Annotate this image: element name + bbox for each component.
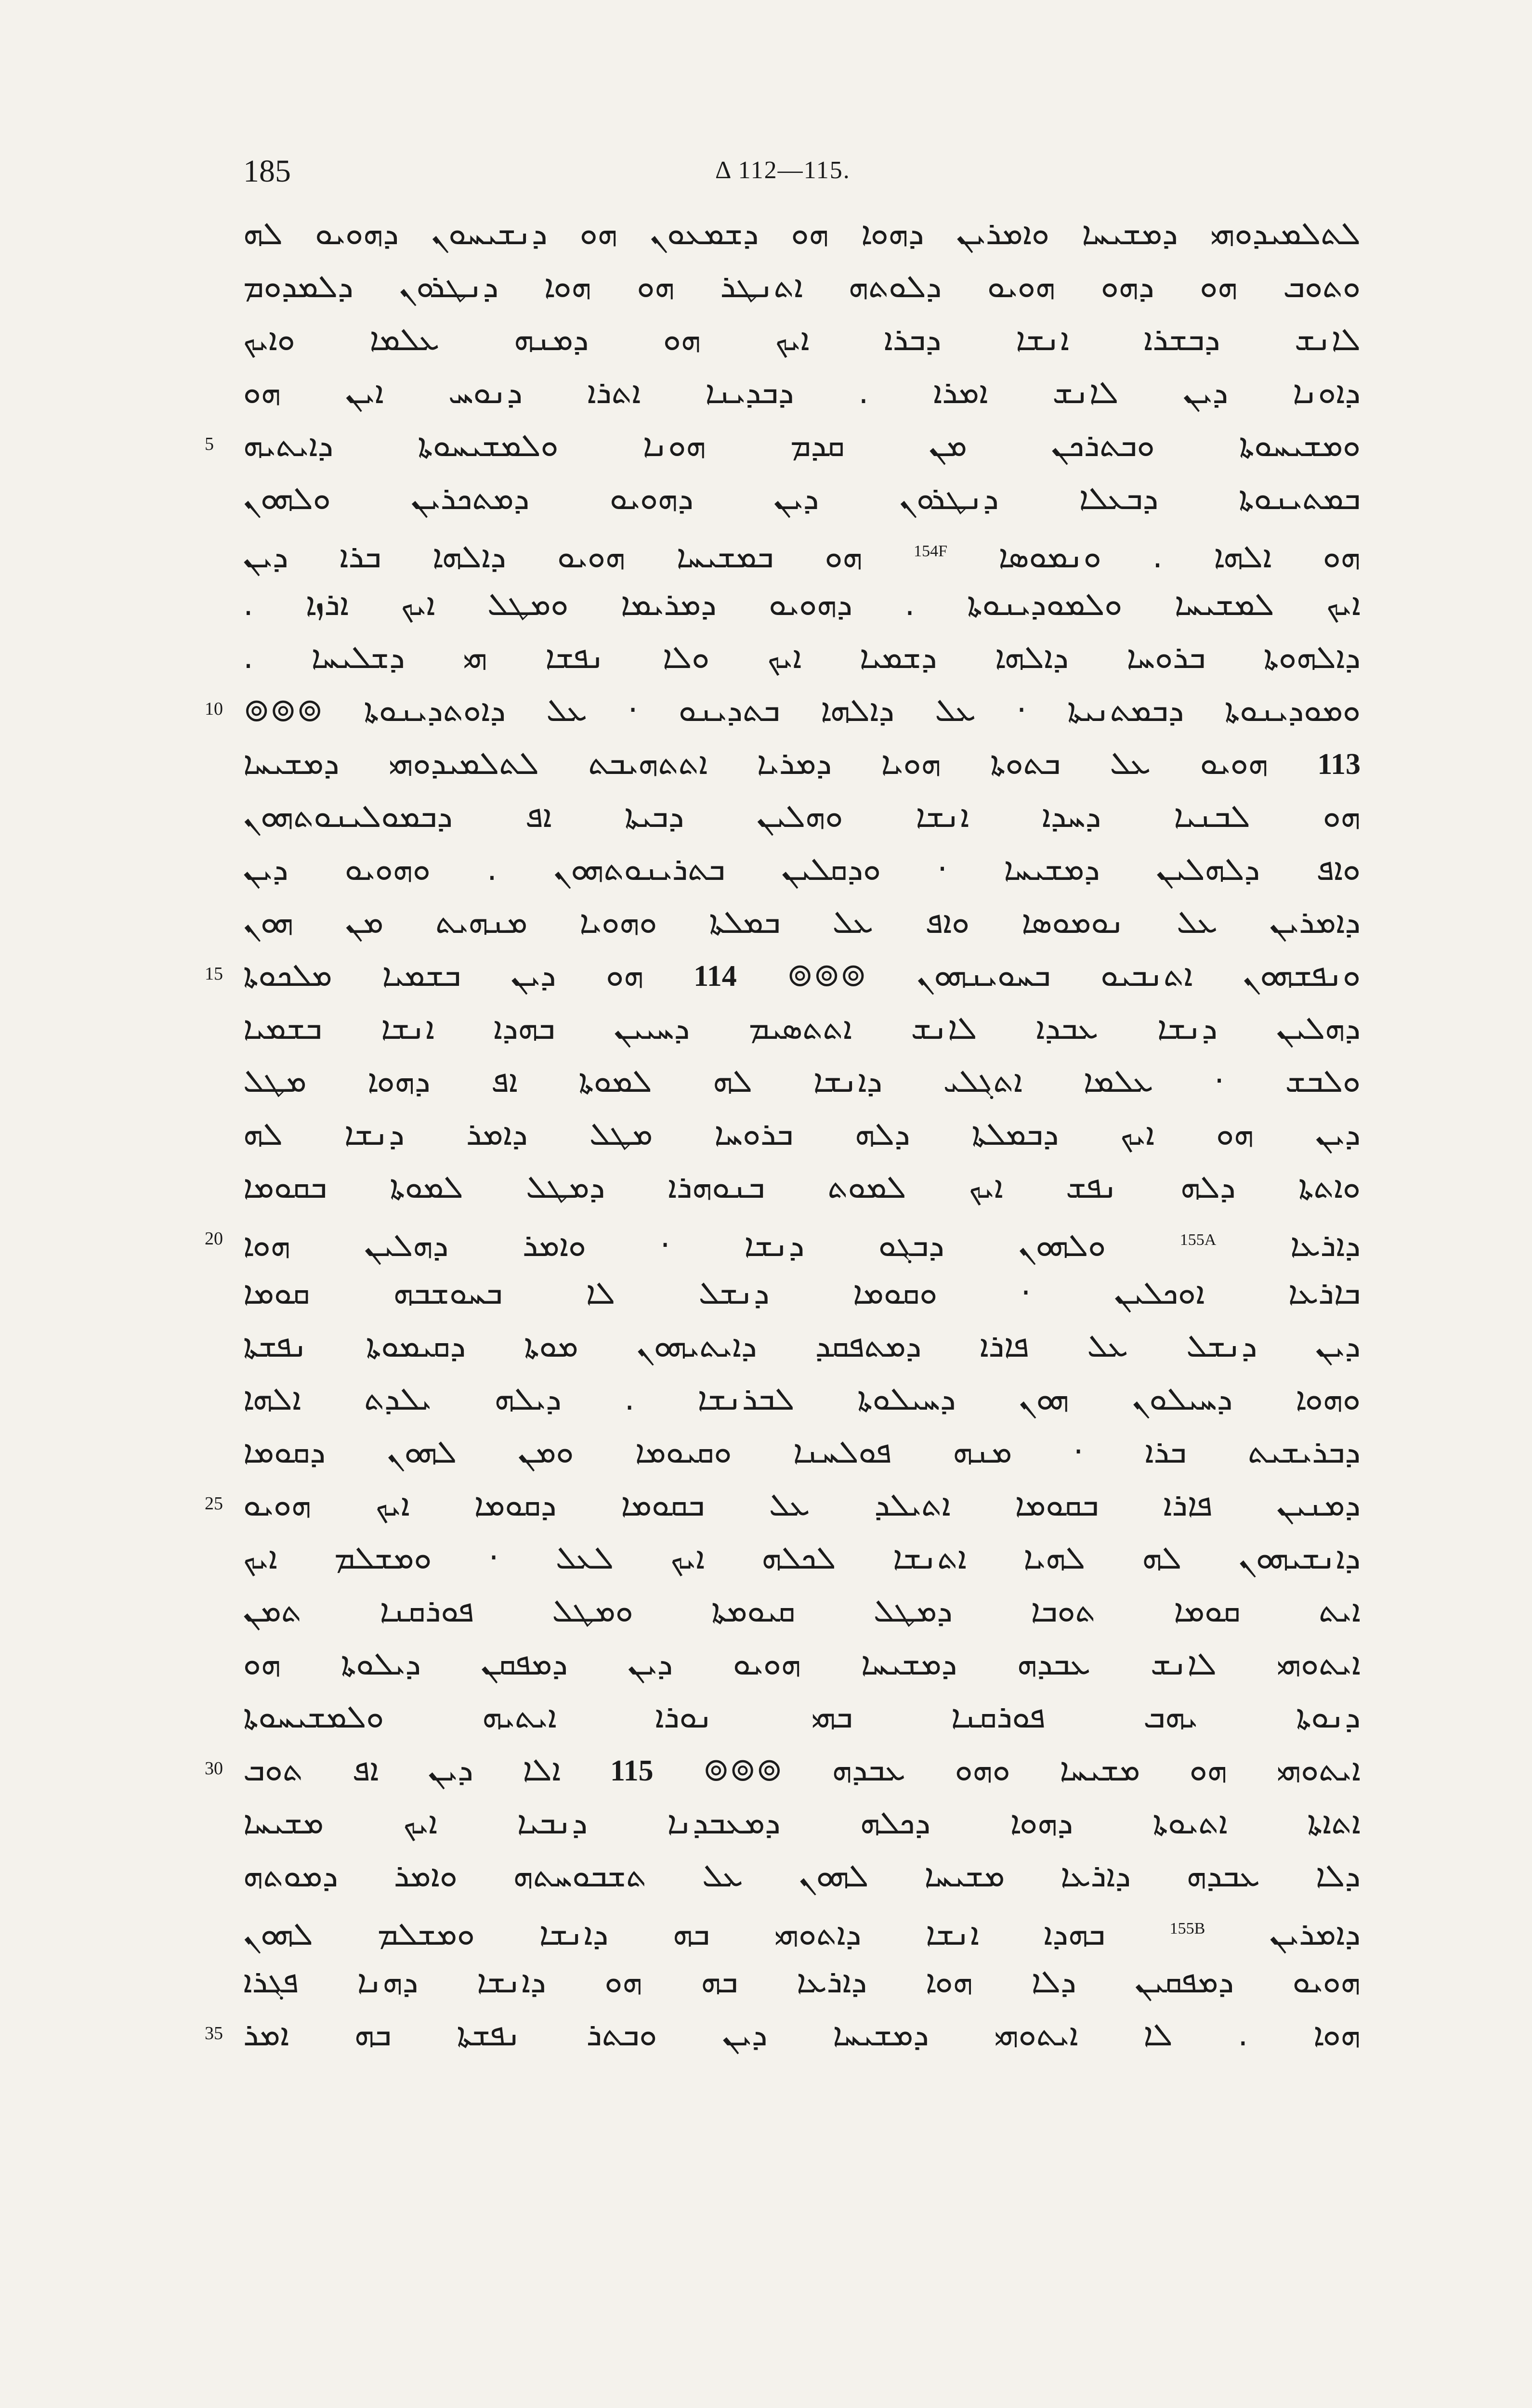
line-text: ܐܝܬ ܩܘܡܐ ܬܘܒܐ ܕܡܛܠ ܩܝܘܡܬܐ ܘܡܛܠ ܦܘܪܩܢܐ ܬܡܢ bbox=[243, 1592, 1361, 1629]
line-text: ܕܐܡܪܝܢ $^{155B}$ ܒܗܕܐ ܐܢܫܐ ܕܐܬܘܗܝ ܒܗ ܕܐܢܫܐ ܘܡܫܠܡ ܠܗܘܢ bbox=[243, 1915, 1361, 1952]
line-text: ܒܐܪܥܐ ܐܘܟܠܝܢ · ܘܩܘܡܐ ܕܢܫܠ ܠܐ ܒܚܘܫܒܗ ܩܘܡܐ bbox=[243, 1274, 1361, 1311]
syriac-text-block bbox=[205, 207, 1361, 2061]
text-line bbox=[243, 737, 1361, 790]
page-number: 185 bbox=[243, 154, 291, 189]
text-line bbox=[243, 1584, 1361, 1637]
line-number: 35 bbox=[205, 2023, 223, 2043]
line-text: ܐܬܐܬܐ ܐܬܝܘܬܐ ܕܗܘܐ ܕܟܠܗ ܕܡܥܒܕܢܐ ܕܢܒܝܐ ܐܝܟ ܡܫܝܚܐ bbox=[243, 1804, 1361, 1841]
line-text: ܗܘܝܘ ܕܡܦܩܝܢ ܕܠܐ ܗܘܐ ܕܐܪܥܐ ܒܗ ܗܘ ܕܐܢܫܐ ܕܗܢܐ ܦܓܪܐ bbox=[243, 1963, 1361, 2000]
line-text: ܕܐܘܢܐ ܕܝܢ ܠܐܢܫ ܐܡܪܐ . ܕܒܕܝܢܐ ܐܬܪܐ ܕܢܘܚ ܐܝܢ ܗܘ bbox=[243, 374, 1361, 411]
text-line bbox=[243, 1637, 1361, 1690]
text-line bbox=[243, 1955, 1361, 2008]
text-line bbox=[243, 1267, 1361, 1320]
text-line bbox=[243, 1373, 1361, 1426]
line-text: ܘܐܦ ܕܠܗܠܝܢ ܕܡܫܝܚܐ · ܘܕܩܠܝܢ ܒܬܪܝܢܘܬܗܘܢ . ܘܗܘܝܘ ܕܝܢ bbox=[243, 851, 1361, 888]
text-line bbox=[243, 260, 1361, 313]
text-line bbox=[243, 790, 1361, 843]
text-line bbox=[243, 1055, 1361, 1108]
line-text: ܕܐܡܪܝܢ ܥܠ ܢܘܡܘܣܐ ܘܐܦ ܥܠ ܒܡܠܬܐ ܘܗܘܝܐ ܡܢܗܝܬ ܡܢ ܗܘܢ bbox=[243, 903, 1361, 941]
text-line bbox=[243, 1320, 1361, 1373]
text-line bbox=[243, 366, 1361, 419]
text-line bbox=[205, 684, 1361, 737]
line-text: ܕܒܪܝܫܝܬ ܒܪܐ · ܡܢܗ ܦܘܠܚܢܐ ܘܩܝܘܡܐ ܘܡܢ ܠܗܘܢ ܕܩܘܡܐ bbox=[243, 1433, 1361, 1470]
line-text: ܘܬܘܒ ܗܘ ܕܗܘ ܗܘܝܘ ܕܠܘܬܗ ܐܬܢܛܪ ܗܘ ܗܘܐ ܕܢܛܪܘܢ ܕܠܡܕܘܡ bbox=[243, 268, 1361, 305]
text-line bbox=[243, 1796, 1361, 1849]
text-line bbox=[243, 1531, 1361, 1584]
line-number: 15 bbox=[205, 964, 223, 984]
text-line bbox=[205, 1214, 1361, 1267]
text-line bbox=[243, 313, 1361, 366]
line-text: ܘܐܬܬܐ ܕܠܗ ܢܦܫ ܐܝܟ ܠܡܘܬ ܒܢܘܗܪܐ ܕܡܛܠ ܠܡܘܬܐ ܒܩܘܡܐ bbox=[243, 1168, 1361, 1205]
text-line bbox=[243, 1690, 1361, 1743]
text-line bbox=[243, 525, 1361, 578]
text-line bbox=[243, 843, 1361, 896]
line-text: ܗܘ ܐܠܗܐ . ܘܢܡܘܣܐ $^{154F}$ ܗܘ ܒܡܫܝܚܐ ܗܘܝܘ ܕܐܠܗܐ ܒܪܐ ܕܝܢ bbox=[243, 538, 1361, 575]
line-text: ܕܡܢܝܢ ܦܐܪܐ ܒܩܘܡܐ ܐܬܝܠܕ ܥܠ ܒܩܘܡܐ ܕܩܘܡܐ ܐܝܟ ܗܘܝܘ bbox=[243, 1486, 1361, 1523]
margin-reference: 155B bbox=[1169, 1920, 1205, 1937]
line-text: ܐܝܟ ܠܡܫܝܚܐ ܘܠܡܘܕܝܢܘܬܐ . ܕܗܘܝܘ ܕܡܪܝܡܐ ܘܡܛܠ ܐܝܟ ܐܪܙܐ . bbox=[243, 586, 1361, 623]
text-line bbox=[205, 419, 1361, 472]
line-text: ܒܡܬܝܢܘܬܐ ܕܒܥܠܐ ܕܢܛܪܘܢ ܕܝܢ ܕܗܘܝܘ ܕܡܬܟܪܝܢ ܘܠܗܘܢ bbox=[243, 480, 1361, 517]
line-text: ܕܝܢ ܕܢܫܠ ܥܠ ܦܐܪܐ ܕܡܬܦܩܕ ܕܐܝܬܝܗܘܢ ܡܘܬܐ ܕܩܝܡܘܬܐ ܢܦܫܬܐ bbox=[243, 1327, 1361, 1364]
text-line bbox=[205, 1479, 1361, 1531]
line-text: ܕܢܘܬܐ ܝܗܒ ܦܘܪܩܢܐ ܒܗܝ ܢܘܪܐ ܐܝܬܝܗ ܘܠܡܫܝܚܘܬܐ bbox=[243, 1698, 1361, 1735]
line-text: ܕܐܢܫܝܗܘܢ ܠܗ ܠܗܝܐ ܐܬܢܫܐ ܠܟܠܗ ܐܝܟ ܠܥܠ · ܘܡܫܠܡ ܐܝܟ bbox=[243, 1539, 1361, 1576]
text-line bbox=[243, 631, 1361, 684]
line-text: ܕܠܐ ܥܒܕܗ ܕܐܪܥܐ ܡܫܝܚܐ ܠܗܘܢ ܥܠ ܬܫܒܘܚܬܗ ܘܐܡܪ ܕܡܘܬܗ bbox=[243, 1857, 1361, 1894]
line-number: 20 bbox=[205, 1229, 223, 1249]
section-number: 114 bbox=[694, 960, 737, 993]
line-text: ܠܬܠܡܝܕܘܗܝ ܕܡܫܝܚܐ ܘܐܡܪܝܢ ܕܗܘܐ ܗܘ ܕܫܡܥܘܢ ܗܘ ܕܢܫܝܚܘܢ ܕܗܘܝܘ ܠܗ bbox=[243, 215, 1361, 252]
line-number: 30 bbox=[205, 1758, 223, 1779]
margin-reference: 155A bbox=[1179, 1231, 1217, 1249]
line-text: ܐܝܬܘܗܝ ܠܐܢܫ ܥܒܕܗ ܕܡܫܝܚܐ ܗܘܝܘ ܕܝܢ ܕܡܦܩܢ ܕܝܠܘܬܐ ܗܘ bbox=[243, 1645, 1361, 1682]
line-text: ܐܝܬܘܗܝ ܗܘ ܡܫܝܚܐ ܘܗܘ ܥܒܕܗ ⊚⊚⊚ 115 ܐܠܐ ܕܝܢ ܐܦ ܬܘܒ bbox=[243, 1751, 1361, 1788]
running-title: Δ 112—115. bbox=[715, 157, 851, 184]
text-line bbox=[205, 1743, 1361, 1796]
section-number: 115 bbox=[610, 1754, 654, 1787]
line-text: ܗܘܐ . ܠܐ ܐܝܬܘܗܝ ܕܡܫܝܚܐ ܕܝܢ ܘܒܬܪ ܢܦܫܬܐ ܒܗ ܐܡܪ bbox=[243, 2016, 1361, 2053]
line-text: ܕܐܪܥܐ $^{155A}$ ܘܠܗܘܢ ܕܒܓܘ ܕܢܫܐ · ܘܐܡܪ ܕܗܠܝܢ ܗܘܐ bbox=[243, 1227, 1361, 1264]
text-line bbox=[205, 949, 1361, 1002]
line-text: ܕܝܢ ܗܘ ܐܝܟ ܕܒܡܠܬܐ ܕܠܗ ܒܪܘܚܐ ܡܛܠ ܕܐܡܪ ܕܢܫܐ ܠܗ bbox=[243, 1115, 1361, 1152]
line-text: ܘܢܦܫܗܘܢ ܐܬܢܒܝܘ ܒܚܘܝܢܗܘܢ ⊚⊚⊚ 114 ܗܘ ܕܝܢ ܒܫܡܝܐ ܡܠܟܘܬܐ bbox=[243, 956, 1361, 994]
margin-reference: 154F bbox=[914, 542, 947, 560]
text-line bbox=[243, 1161, 1361, 1214]
section-number: 113 bbox=[1317, 748, 1361, 781]
text-line bbox=[243, 1108, 1361, 1161]
line-text: ܕܗܠܝܢ ܕܢܫܐ ܥܒܕܐ ܠܐܢܫ ܐܬܬܣܝܡ ܕܚܝܝܢ ܒܗܕܐ ܐܢܫܐ ܒܫܡܝܐ bbox=[243, 1009, 1361, 1047]
line-text: ܠܐܢܫ ܕܒܫܪܐ ܐܢܫܐ ܕܒܪܐ ܐܝܟ ܗܘ ܕܡܢܗ ܥܠܡܐ ܘܐܝܟ bbox=[243, 321, 1361, 358]
line-text: ܘܡܫܝܚܘܬܐ ܘܒܬܪܟܢ ܡܢ ܩܕܡ ܗܘܢܐ ܘܠܡܫܝܚܘܬܐ ܕܐܝܬܝܗ bbox=[243, 427, 1361, 464]
text-line bbox=[243, 1426, 1361, 1479]
line-text: ܕܐܠܗܘܬܐ ܒܪܘܚܐ ܕܐܠܗܐ ܕܫܡܝܐ ܐܝܟ ܘܠܐ ܢܦܫܐ ܗܝ ܕܫܠܝܚܐ . bbox=[243, 639, 1361, 676]
text-line bbox=[243, 896, 1361, 949]
line-number: 10 bbox=[205, 699, 223, 719]
line-text: 113 ܗܘܝܘ ܥܠ ܒܬܘܬܐ ܗܘܝܐ ܕܡܪܝܐ ܐܬܬܗܝܒܬ ܠܬܠܡܝܕܘܗܝ ܕܡܫܝܚܐ bbox=[243, 745, 1361, 782]
page-header bbox=[243, 153, 1361, 192]
text-line bbox=[243, 472, 1361, 525]
text-line bbox=[243, 207, 1361, 260]
line-text: ܘܠܒܫ · ܥܠܡܐ ܐܬܓܠܝ ܕܐܢܫܐ ܠܗ ܠܡܘܬܐ ܐܦ ܕܗܘܐ ܡܛܠ bbox=[243, 1062, 1361, 1099]
text-line bbox=[243, 1902, 1361, 1955]
line-text: ܘܗܘܐ ܕܚܝܠܘܢ ܗܘܢ ܕܚܝܠܘܬܐ ܠܒܪܢܫܐ . ܕܝܠܗ ܝܠܕܬ ܐܠܗܐ bbox=[243, 1380, 1361, 1417]
text-line bbox=[243, 1849, 1361, 1902]
text-line bbox=[243, 1002, 1361, 1055]
text-line bbox=[243, 578, 1361, 631]
line-number: 5 bbox=[205, 434, 214, 454]
line-number: 25 bbox=[205, 1493, 223, 1514]
line-text: ܘܡܘܕܝܢܘܬܐ ܕܒܡܬܢܝܬܐ · ܥܠ ܕܐܠܗܐ ܒܬܕܝܢܘ · ܥܠ ܕܐܘܬܕܝܢܘܬܐ ⊚⊚⊚ bbox=[243, 692, 1361, 729]
text-line bbox=[205, 2008, 1361, 2061]
line-text: ܗܘ ܠܒܢܝܐ ܕܚܕܐ ܐܢܫܐ ܘܗܠܝܢ ܕܒܝܬܐ ܐܦ ܕܒܡܘܠܝܢܘܬܗܘܢ bbox=[243, 798, 1361, 835]
